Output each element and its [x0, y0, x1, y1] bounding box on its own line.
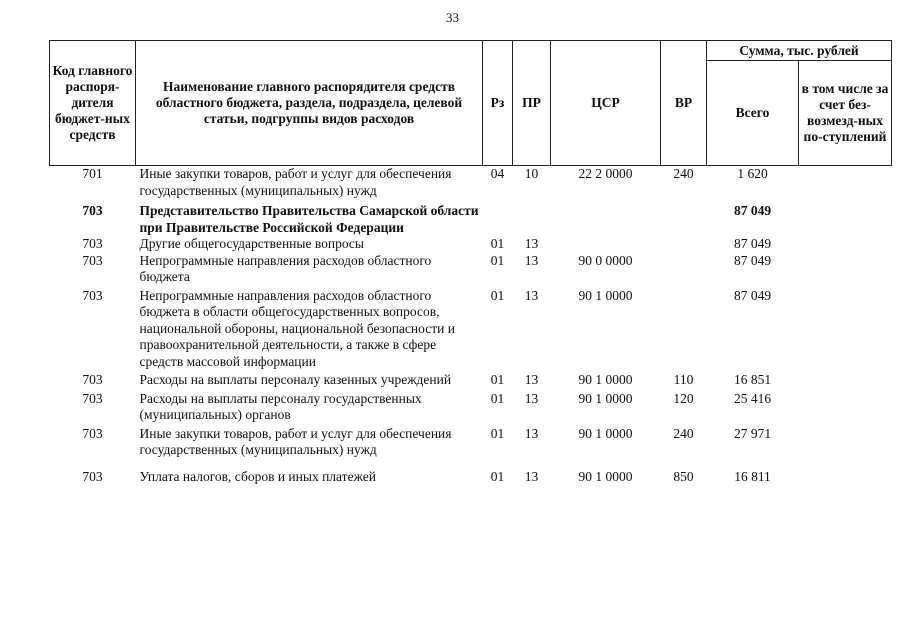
cell-csr: 90 1 0000 — [578, 468, 633, 484]
cell-total: 16 811 — [734, 468, 771, 484]
cell-name: Непрограммные направления расходов областного бюджета в области общегосударственных вопросов, национальной обороны, национальной безопасности и правоохранительной деятельности, а также в сфере средств массовой информации — [139, 287, 455, 369]
cell-total: 87 049 — [733, 287, 772, 303]
cell-grants — [799, 199, 892, 236]
cell-name: Расходы на выплаты персоналу казенных учреждений — [139, 372, 452, 387]
cell-code: 703 — [82, 203, 103, 218]
cell-vr — [661, 236, 707, 253]
cell-total: 16 851 — [733, 372, 772, 387]
table-row — [50, 286, 892, 371]
cell-csr: 90 1 0000 — [578, 287, 633, 303]
table-row — [50, 389, 892, 424]
header-sum: Сумма, тыс. рублей — [707, 41, 892, 61]
cell-total: 27 971 — [733, 425, 772, 441]
cell-csr — [551, 236, 661, 253]
cell-pr: 13 — [524, 372, 539, 387]
table-row — [50, 199, 892, 236]
header-name: Наименование главного распорядителя средств областного бюджета, раздела, подраздела, целевой статьи, подгруппы видов расходов — [136, 41, 483, 166]
cell-code: 703 — [82, 252, 103, 268]
table-header — [50, 41, 892, 166]
cell-csr: 90 1 0000 — [578, 390, 633, 406]
cell-code: 703 — [82, 468, 103, 484]
cell-rz: 01 — [490, 372, 505, 387]
cell-total: 1 620 — [737, 166, 768, 181]
cell-pr: 13 — [524, 252, 539, 268]
cell-name: Иные закупки товаров, работ и услуг для обеспечения государственных (муниципальных) нужд — [139, 166, 452, 198]
table-row — [50, 253, 892, 286]
header-vr: ВР — [661, 41, 707, 166]
cell-rz: 01 — [490, 468, 505, 484]
cell-grants — [799, 370, 892, 389]
header-rz: Рз — [483, 41, 513, 166]
table-row — [50, 166, 892, 200]
cell-rz: 01 — [490, 390, 505, 406]
cell-total: 87 049 — [733, 252, 772, 268]
cell-csr: 22 2 0000 — [578, 166, 633, 181]
cell-csr: 90 1 0000 — [578, 425, 633, 441]
cell-name: Иные закупки товаров, работ и услуг для обеспечения государственных (муниципальных) нужд — [139, 425, 452, 457]
cell-pr: 13 — [524, 236, 539, 251]
cell-rz — [483, 199, 513, 236]
cell-grants — [799, 469, 892, 486]
cell-name: Непрограммные направления расходов областного бюджета — [139, 252, 432, 284]
cell-grants — [799, 424, 892, 469]
cell-pr: 13 — [524, 425, 539, 441]
cell-vr: 120 — [673, 390, 694, 406]
cell-total: 25 416 — [733, 390, 772, 406]
cell-grants — [799, 286, 892, 371]
cell-vr: 240 — [673, 425, 694, 441]
cell-vr: 240 — [673, 166, 694, 181]
cell-rz: 01 — [490, 287, 505, 303]
cell-vr — [661, 253, 707, 286]
cell-pr: 13 — [524, 287, 539, 303]
cell-name: Расходы на выплаты персоналу государственных (муниципальных) органов — [139, 390, 422, 422]
cell-vr: 850 — [673, 468, 694, 484]
header-total: Всего — [707, 61, 799, 166]
table-row — [50, 370, 892, 389]
cell-rz: 01 — [490, 425, 505, 441]
cell-rz: 04 — [490, 166, 505, 181]
header-pr: ПР — [513, 41, 551, 166]
cell-vr — [661, 286, 707, 371]
cell-code: 703 — [82, 390, 103, 406]
cell-grants — [799, 253, 892, 286]
cell-grants — [799, 166, 892, 200]
cell-pr: 13 — [524, 390, 539, 406]
cell-total: 87 049 — [733, 236, 772, 251]
header-csr: ЦСР — [551, 41, 661, 166]
cell-pr: 10 — [524, 166, 539, 181]
cell-csr — [551, 199, 661, 236]
header-grants: в том числе за счет без-возмезд-ных по-ступлений — [799, 61, 892, 166]
cell-code: 701 — [82, 166, 103, 181]
cell-code: 703 — [82, 372, 103, 387]
cell-grants — [799, 389, 892, 424]
cell-total: 87 049 — [733, 203, 772, 218]
cell-name: Другие общегосударственные вопросы — [139, 236, 364, 251]
cell-vr: 110 — [673, 372, 694, 387]
cell-name: Представительство Правительства Самарской области при Правительстве Российской Федерации — [139, 203, 479, 235]
table-row — [50, 469, 892, 486]
table-row — [50, 236, 892, 253]
cell-rz: 01 — [490, 252, 505, 268]
page-number: 33 — [446, 10, 459, 25]
budget-table — [49, 40, 892, 485]
cell-grants — [799, 236, 892, 253]
cell-name: Уплата налогов, сборов и иных платежей — [139, 468, 376, 484]
table-row — [50, 424, 892, 469]
header-code: Код главного распоря-дителя бюджет-ных средств — [50, 41, 136, 166]
cell-pr: 13 — [524, 468, 539, 484]
cell-csr: 90 0 0000 — [578, 252, 633, 268]
cell-csr: 90 1 0000 — [578, 372, 633, 387]
cell-pr — [513, 199, 551, 236]
cell-code: 703 — [82, 287, 103, 303]
cell-rz: 01 — [490, 236, 505, 251]
cell-code: 703 — [82, 425, 103, 441]
cell-code: 703 — [82, 236, 103, 251]
cell-vr — [661, 199, 707, 236]
